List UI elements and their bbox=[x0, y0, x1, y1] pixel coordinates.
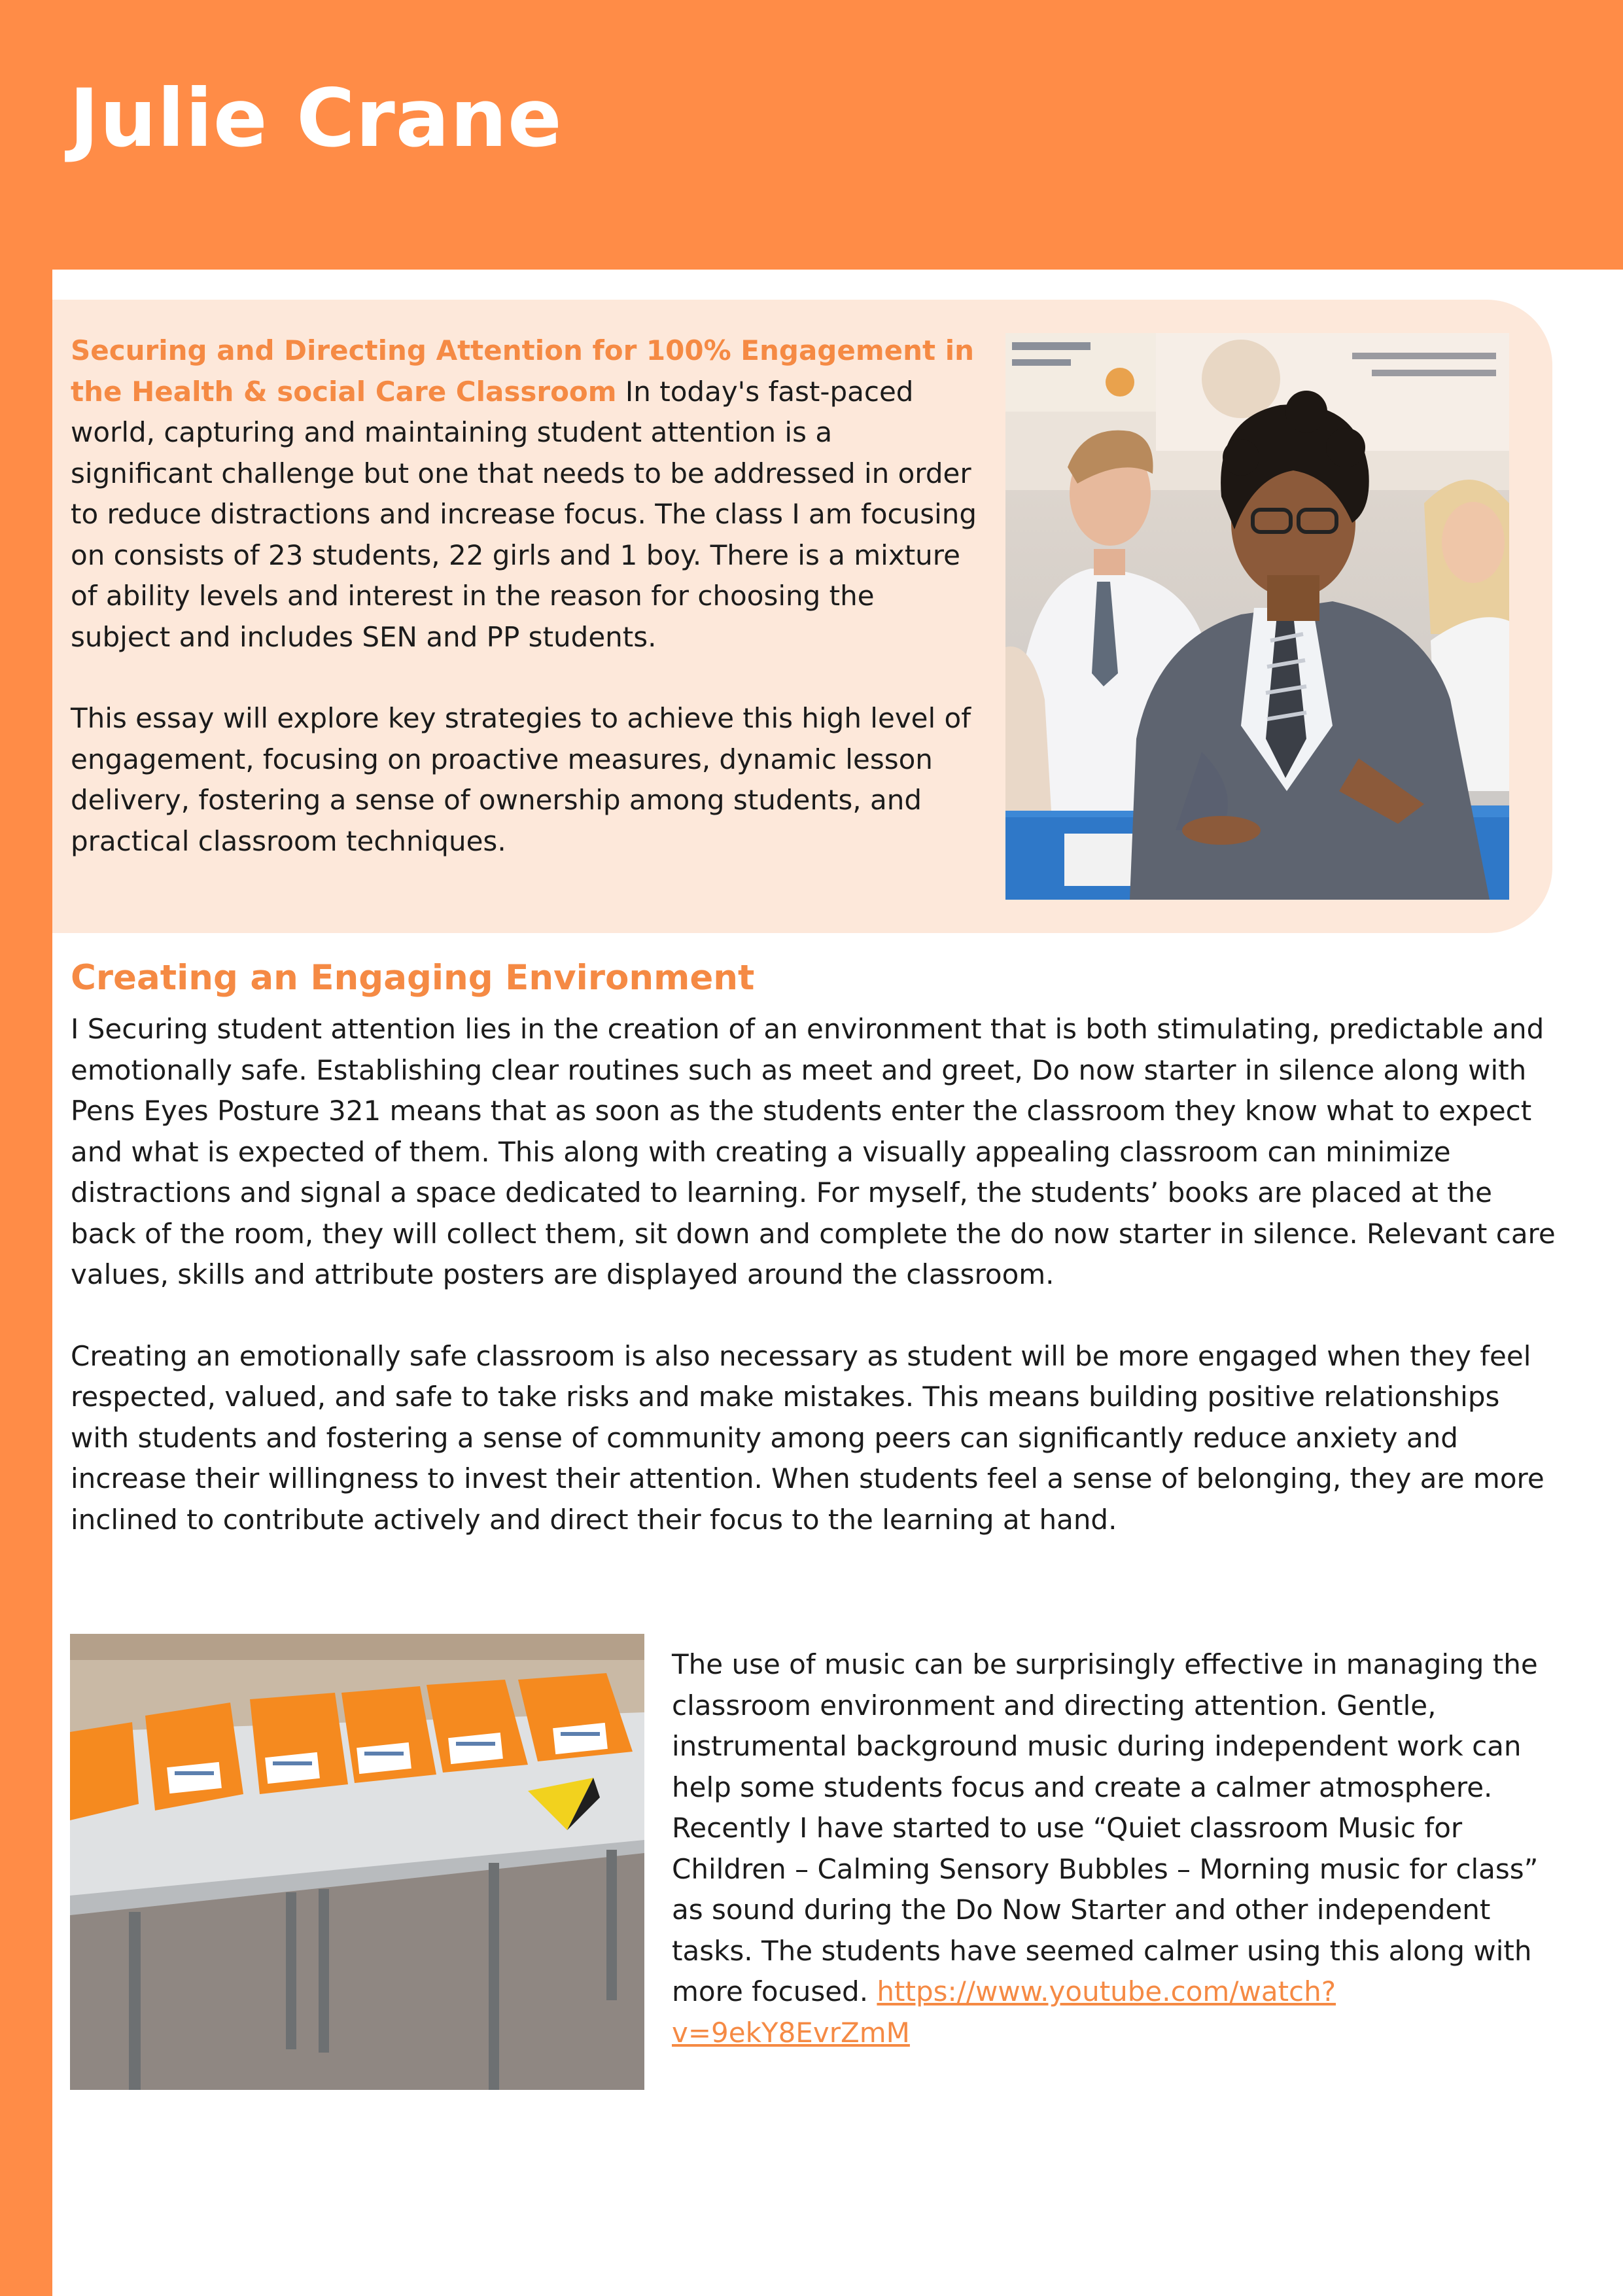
section-body bbox=[71, 1009, 1556, 1540]
intro-text bbox=[71, 330, 980, 862]
section-title: Creating an Engaging Environment bbox=[71, 958, 755, 998]
classroom-students-photo bbox=[1005, 333, 1509, 900]
section-paragraph-1: I Securing student attention lies in the creation of an environment that is both stimulating, predictable and emotionally safe. Establishing clear routines such as meet and greet, Do now starter in silence along with Pens Eyes Posture 321 means that as soon as the students enter the classroom they know what to expect and what is expected of them. This along with creating a visually appealing classroom can minimize distractions and signal a space dedicated to learning. For myself, the students’ books are placed at the back of the room, they will collect them, sit down and complete the do now starter in silence. Relevant care values, skills and attribute posters are displayed around the classroom. bbox=[71, 1013, 1556, 1290]
intro-paragraph-2: This essay will explore key strategies to achieve this high level of engagement, focusing on proactive measures, dynamic lesson delivery, fostering a sense of ownership among students, and practical classroom techniques. bbox=[71, 702, 971, 857]
intro-paragraph-1-body: In today's fast-paced world, capturing and maintaining student attention is a significant challenge but one that needs to be addressed in order to reduce distractions and increase focus. The class I am focusing on consists of 23 students, 22 girls and 1 boy. There is a mixture of ability levels and interest in the reason for choosing the subject and includes SEN and PP students. bbox=[71, 375, 977, 653]
left-accent-bar bbox=[0, 270, 52, 2296]
page-title: Julie Crane bbox=[69, 72, 563, 165]
youtube-link[interactable]: https://www.youtube.com/watch?v=9ekY8EvrZmM bbox=[672, 1975, 1336, 2049]
section-paragraph-2: Creating an emotionally safe classroom is also necessary as student will be more engaged when they feel respected, valued, and safe to take risks and make mistakes. This means building positive relationships with students and fostering a sense of community among peers can significantly reduce anxiety and increase their willingness to invest their attention. When students feel a sense of belonging, they are more inclined to contribute actively and direct their focus to the learning at hand. bbox=[71, 1339, 1544, 1536]
intro-lead-title: Securing and Directing Attention for 100% Engagement in the Health & social Care Classroom bbox=[71, 334, 974, 408]
music-paragraph bbox=[672, 1644, 1555, 2053]
header-banner bbox=[0, 0, 1623, 270]
books-on-table-photo bbox=[70, 1634, 644, 2090]
intro-paragraph-1 bbox=[71, 330, 980, 658]
music-paragraph-body: The use of music can be surprisingly effective in managing the classroom environment and directing attention. Gentle, instrumental background music during independent work can help some students focus and create a calmer atmosphere. Recently I have started to use “Quiet classroom Music for Children – Calming Sensory Bubbles – Morning music for class” as sound during the Do Now Starter and other independent tasks. The students have seemed calmer using this along with more focused. bbox=[672, 1648, 1539, 2007]
